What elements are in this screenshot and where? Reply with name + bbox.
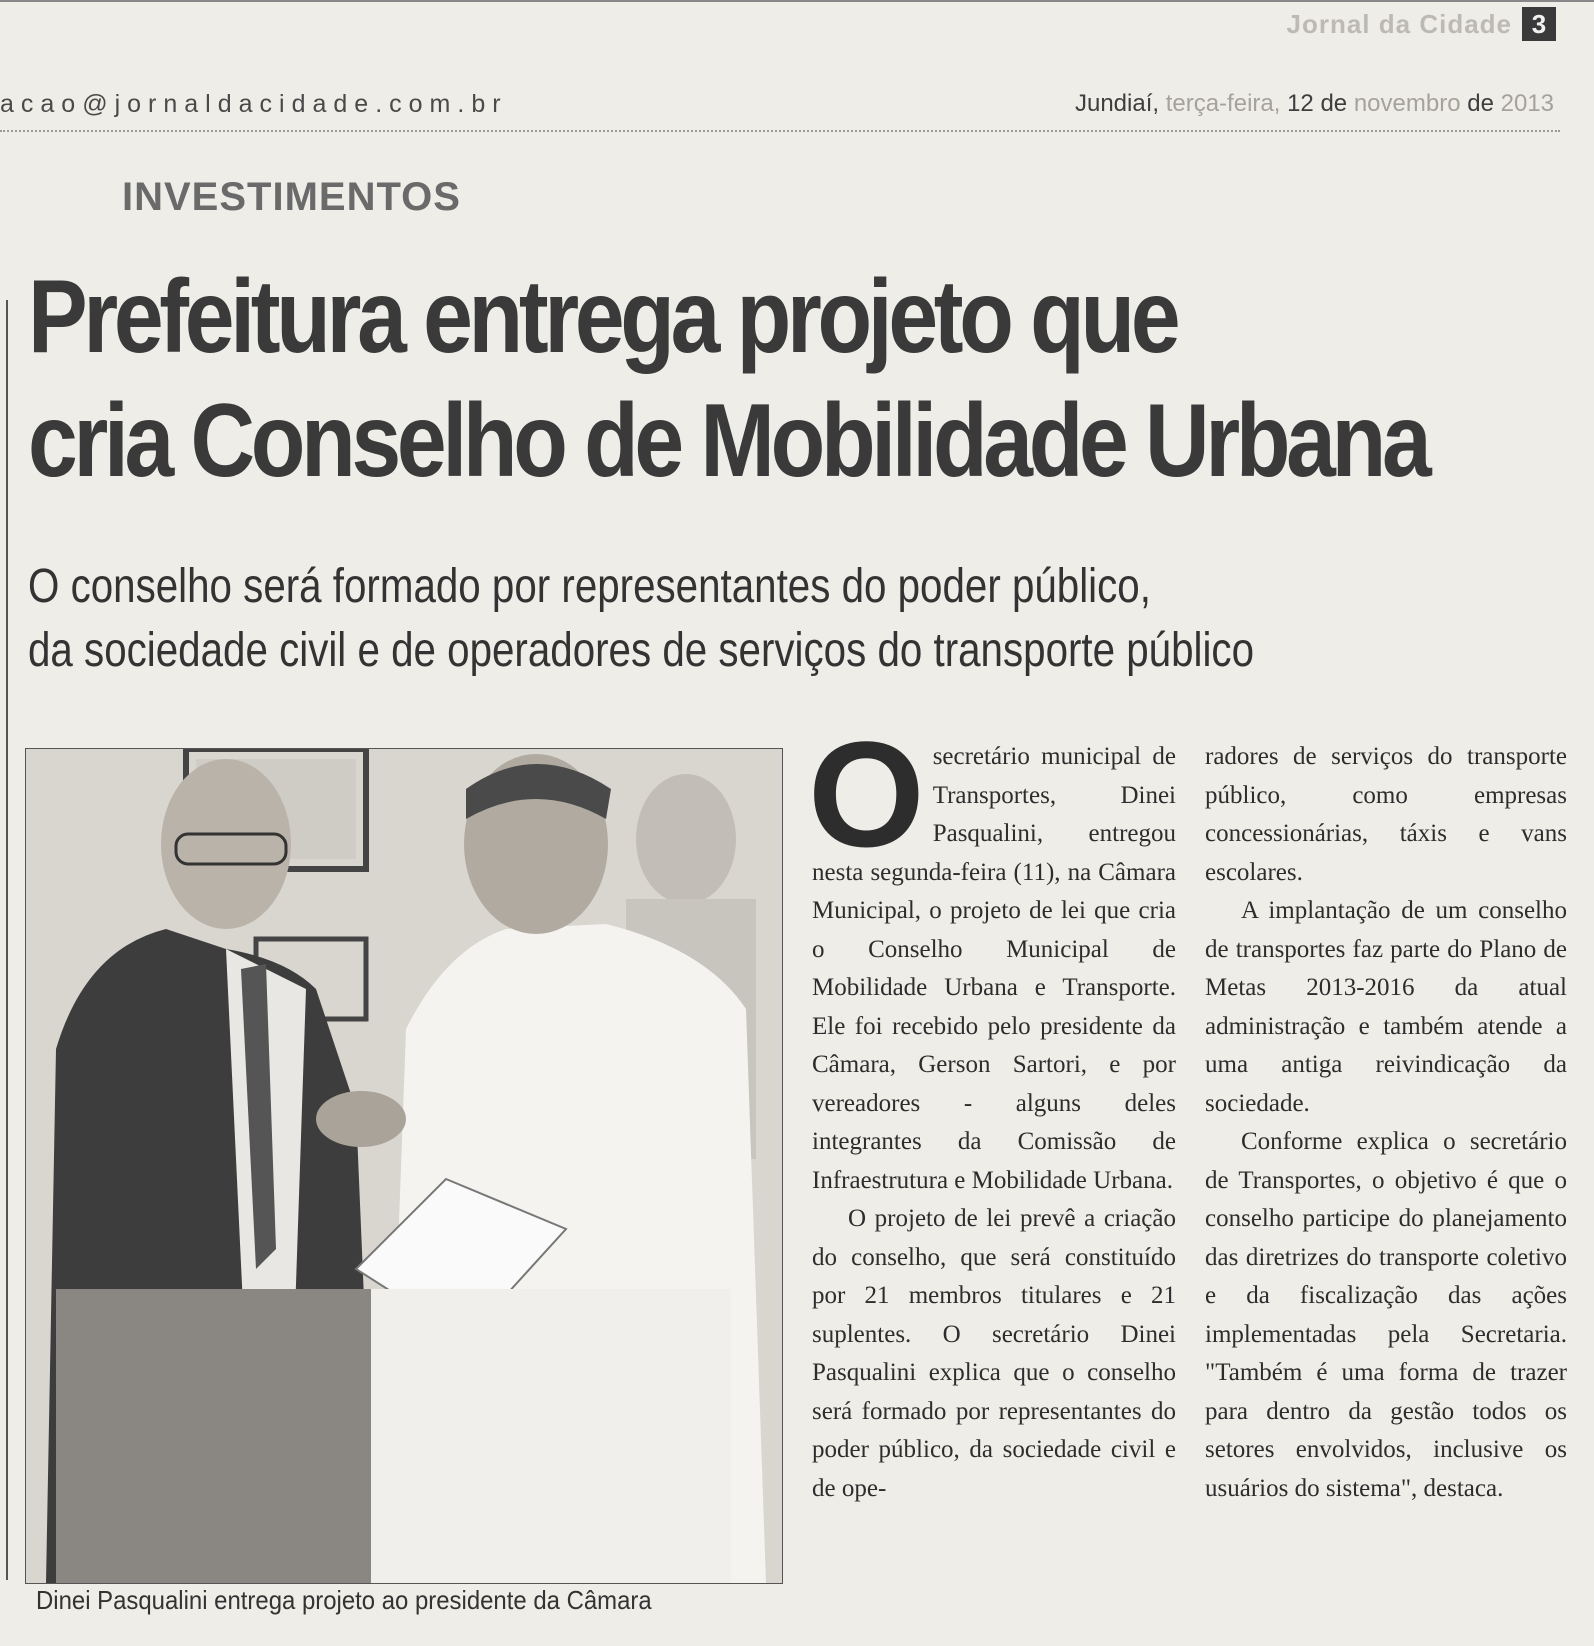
subheadline	[28, 555, 1254, 683]
section-kicker: INVESTIMENTOS	[122, 175, 461, 219]
date-de: de	[1320, 90, 1348, 117]
photo-caption: Dinei Pasqualini entrega projeto ao presidente da Câmara	[36, 1585, 652, 1615]
top-rule	[0, 0, 1594, 2]
email-address: acao@jornaldacidade.com.br	[0, 90, 508, 118]
article-paragraph: Conforme explica o secretário de Transportes, o objetivo é que o conselho participe do planejamento das diretrizes do transporte coletivo e da fiscalização das ações implementadas pela Secretaria. "Também é uma forma de trazer para dentro da gestão todos os setores envolvidos, inclusive os usuários do sistema", destaca.	[1205, 1128, 1567, 1502]
date-weekday: terça-feira,	[1165, 90, 1281, 117]
subheadline-line: O conselho será formado por representantes do poder público,	[28, 560, 1151, 613]
masthead	[1287, 4, 1557, 44]
article-paragraph: secretário municipal de Transportes, Dinei Pasqualini, entregou nesta segunda-feira (11), na Câmara Municipal, o projeto de lei que cria o Conselho Municipal de Mobilidade Urbana e Transporte. Ele foi recebido pelo presidente da Câmara, Gerson Sartori, e por vereadores - alguns deles integrantes da Comissão de Infraestrutura e Mobilidade Urbana.	[812, 743, 1176, 1194]
left-rule	[6, 300, 8, 1580]
drop-cap: O	[808, 710, 925, 878]
date-de: de	[1467, 90, 1494, 117]
dateline	[1075, 90, 1554, 118]
headline	[28, 255, 1428, 503]
article-paragraph: radores de serviços do transporte público, como empresas concessionárias, táxis e vans escolares.	[1205, 743, 1567, 886]
article-paragraph: A implantação de um conselho de transportes faz parte do Plano de Metas 2013-2016 da atual administração e também atende a uma antiga reivindicação da sociedade.	[1205, 897, 1567, 1117]
paper-name: Jornal da Cidade	[1286, 8, 1512, 39]
article-paragraph: O projeto de lei prevê a criação do conselho, que será constituído por 21 membros titulares e 21 suplentes. O secretário Dinei Pasqualini explica que o conselho será formado por representantes do poder público, da sociedade civil e de ope-	[812, 1205, 1176, 1502]
date-year: 2013	[1500, 90, 1554, 117]
date-city: Jundiaí,	[1074, 90, 1160, 117]
page-number: 3	[1522, 7, 1556, 41]
article-column-1	[808, 710, 1176, 1508]
headline-line: Prefeitura entrega projeto que	[28, 259, 1177, 375]
photo-illustration	[26, 749, 782, 1583]
header-dotted-rule	[0, 130, 1560, 132]
date-day: 12	[1287, 90, 1314, 117]
article-photo	[25, 748, 783, 1584]
date-month: novembro	[1353, 90, 1461, 117]
headline-line: cria Conselho de Mobilidade Urbana	[28, 383, 1428, 499]
article-column-2	[1205, 738, 1567, 1508]
subheadline-line: da sociedade civil e de operadores de serviços do transporte público	[28, 624, 1255, 677]
